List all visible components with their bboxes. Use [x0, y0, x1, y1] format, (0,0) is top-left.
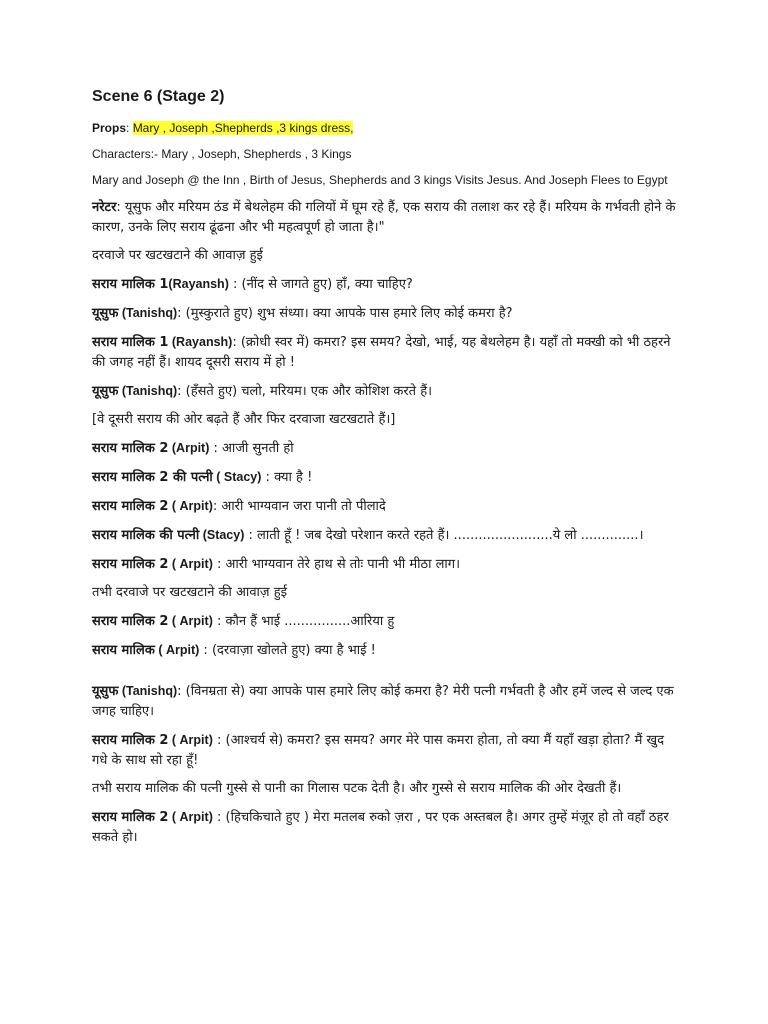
script-line: यूसुफ (Tanishq): (हँसते हुए) चलो, मरियम। एक और कोशिश करते हैं।	[92, 384, 433, 399]
script-line: सराय मालिक 1(Rayansh) : (नींद से जागते हुए) हाँ, क्या चाहिए?	[92, 277, 413, 292]
script-line: सराय मालिक 1 (Rayansh): (क्रोधी स्वर में) कमरा? इस समय? देखो, भाई, यह बेथलेहम है। यहाँ तो मक्खी को भी ठहरने की जगह नहीं हैं। शायद दूसरी सराय में हो !	[92, 335, 671, 370]
script-line: यूसुफ (Tanishq): (विनम्रता से) क्या आपके पास हमारे लिए कोई कमरा है? मेरी पत्नी गर्भवती है और हमें जल्द से जल्द एक जगह चाहिए।	[92, 684, 674, 719]
stage-direction: तभी दरवाजे पर खटखटाने की आवाज़ हुई	[92, 585, 287, 600]
script-line: सराय मालिक ( Arpit) : (दरवाज़ा खोलते हुए) क्या है भाई !	[92, 643, 376, 658]
script-line: सराय मालिक 2 ( Arpit) : कौन हैं भाई ................आरिया हु	[92, 614, 395, 629]
script-line: सराय मालिक की पत्नी (Stacy) : लाती हूँ ! जब देखो परेशान करते रहते हैं। ........................ये लो ..............।	[92, 528, 644, 543]
stage-direction: [वे दूसरी सराय की ओर बढ़ते हैं और फिर दरवाजा खटखटाते हैं।]	[92, 412, 396, 427]
scene-summary: Mary and Joseph @ the Inn , Birth of Jesus, Shepherds and 3 kings Visits Jesus. And Joseph Flees to Egypt	[92, 173, 668, 187]
script-line: सराय मालिक 2 ( Arpit) : (हिचकिचाते हुए ) मेरा मतलब रुको ज़रा , पर एक अस्तबल है। अगर तुम्हें मंज़ूर हो तो वहाँ ठहर सकते हो।	[92, 810, 669, 845]
props-value: Mary , Joseph ,Shepherds ,3 kings dress,	[132, 121, 354, 135]
scene-title: Scene 6 (Stage 2)	[92, 88, 225, 105]
props-label: Props	[92, 121, 127, 135]
script-line: सराय मालिक 2 की पत्नी ( Stacy) : क्या है !	[92, 470, 313, 485]
script-line: नरेटर: यूसुफ और मरियम ठंड में बेथलेहम की गलियों में घूम रहे हैं, एक सराय की तलाश कर रहे हैं। मरियम के गर्भवती होने के कारण, उनके लिए सराय ढूंढना और भी महत्वपूर्ण हो जाता है।"	[92, 200, 676, 235]
script-line: दरवाजे पर खटखटाने की आवाज़ हुई	[92, 248, 263, 263]
script-line: यूसुफ (Tanishq): (मुस्कुराते हुए) शुभ संध्या। क्या आपके पास हमारे लिए कोई कमरा है?	[92, 306, 513, 321]
characters-line: Characters:- Mary , Joseph, Shepherds , 3 Kings	[92, 147, 352, 161]
script-line: सराय मालिक 2 ( Arpit): आरी भाग्यवान जरा पानी तो पीलादे	[92, 499, 386, 514]
script-line: सराय मालिक 2 ( Arpit) : (आश्चर्य से) कमरा? इस समय? अगर मेरे पास कमरा होता, तो क्या मैं यहाँ खड़ा होता? मैं खुद गधे के साथ सो रहा हूँ!	[92, 733, 665, 768]
props-line: Props: Mary , Joseph ,Shepherds ,3 kings dress,	[92, 121, 354, 135]
stage-direction: तभी सराय मालिक की पत्नी गुस्से से पानी का गिलास पटक देती है। और गुस्से से सराय मालिक की ओर देखती हैं।	[92, 781, 622, 796]
script-line: सराय मालिक 2 ( Arpit) : आरी भाग्यवान तेरे हाथ से तोः पानी भी मीठा लाग।	[92, 557, 460, 572]
script-line: सराय मालिक 2 (Arpit) : आजी सुनती हो	[92, 441, 294, 456]
spacer	[92, 669, 676, 681]
